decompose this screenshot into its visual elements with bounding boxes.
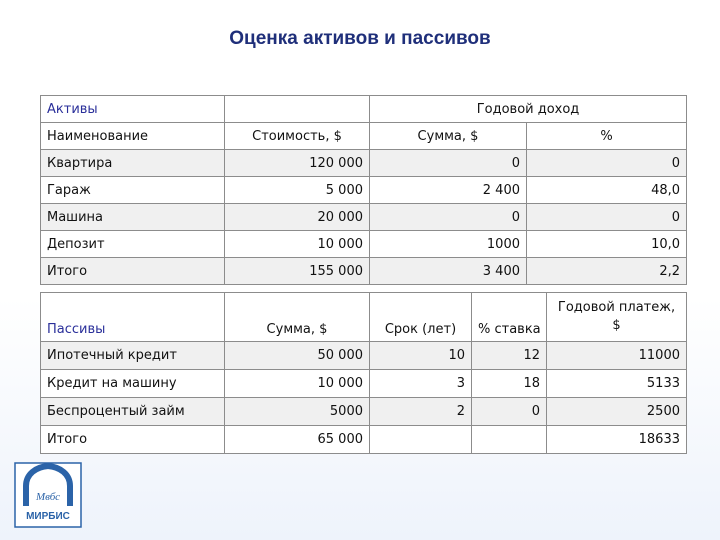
asset-sum: 0 [370, 204, 527, 231]
col-term-header: Срок (лет) [370, 293, 472, 342]
logo-name-text: МИРБИС [26, 511, 70, 522]
liability-rate: 18 [472, 370, 547, 398]
asset-name: Гараж [41, 177, 225, 204]
liability-name: Беспроцентый займ [41, 398, 225, 426]
col-pct-header: % [527, 123, 687, 150]
liability-sum: 50 000 [225, 342, 370, 370]
assets-total-row [41, 258, 687, 285]
assets-table [40, 95, 687, 285]
liabilities-table [40, 292, 687, 454]
liability-term: 2 [370, 398, 472, 426]
asset-pct: 0 [527, 150, 687, 177]
asset-name: Депозит [41, 231, 225, 258]
asset-cost: 5 000 [225, 177, 370, 204]
asset-sum: 1000 [370, 231, 527, 258]
assets-header-row-1 [41, 96, 687, 123]
col-payment-header: Годовой платеж, $ [547, 293, 687, 342]
liability-rate: 0 [472, 398, 547, 426]
page-title: Оценка активов и пассивов [229, 28, 491, 49]
liability-term: 3 [370, 370, 472, 398]
liability-total-label: Итого [41, 426, 225, 454]
liability-payment: 2500 [547, 398, 687, 426]
asset-sum: 2 400 [370, 177, 527, 204]
assets-blank-cell [225, 96, 370, 123]
table-row [41, 204, 687, 231]
logo-script-text: Мвбс [35, 491, 61, 503]
asset-total-sum: 3 400 [370, 258, 527, 285]
liability-total-rate-blank [472, 426, 547, 454]
asset-total-pct: 2,2 [527, 258, 687, 285]
liabilities-total-row [41, 426, 687, 454]
liability-name: Ипотечный кредит [41, 342, 225, 370]
liability-sum: 5000 [225, 398, 370, 426]
annual-income-header: Годовой доход [370, 96, 687, 123]
col-liab-sum-header: Сумма, $ [225, 293, 370, 342]
table-row [41, 342, 687, 370]
asset-cost: 20 000 [225, 204, 370, 231]
col-sum-header: Сумма, $ [370, 123, 527, 150]
asset-pct: 0 [527, 204, 687, 231]
table-row [41, 150, 687, 177]
liability-term: 10 [370, 342, 472, 370]
asset-cost: 10 000 [225, 231, 370, 258]
liability-name: Кредит на машину [41, 370, 225, 398]
asset-cost: 120 000 [225, 150, 370, 177]
table-row [41, 370, 687, 398]
liability-total-payment: 18633 [547, 426, 687, 454]
liability-total-term-blank [370, 426, 472, 454]
asset-pct: 10,0 [527, 231, 687, 258]
table-row [41, 177, 687, 204]
liabilities-label: Пассивы [41, 293, 225, 342]
liability-rate: 12 [472, 342, 547, 370]
mirbis-logo [14, 462, 82, 528]
asset-pct: 48,0 [527, 177, 687, 204]
liability-sum: 10 000 [225, 370, 370, 398]
col-cost-header: Стоимость, $ [225, 123, 370, 150]
assets-label: Активы [41, 96, 225, 123]
table-row [41, 231, 687, 258]
col-rate-header: % ставка [472, 293, 547, 342]
asset-name: Квартира [41, 150, 225, 177]
assets-header-row-2 [41, 123, 687, 150]
asset-total-cost: 155 000 [225, 258, 370, 285]
col-name-header: Наименование [41, 123, 225, 150]
asset-total-label: Итого [41, 258, 225, 285]
asset-sum: 0 [370, 150, 527, 177]
liability-payment: 11000 [547, 342, 687, 370]
liability-payment: 5133 [547, 370, 687, 398]
asset-name: Машина [41, 204, 225, 231]
table-row [41, 398, 687, 426]
liability-total-sum: 65 000 [225, 426, 370, 454]
liabilities-header-row [41, 293, 687, 342]
